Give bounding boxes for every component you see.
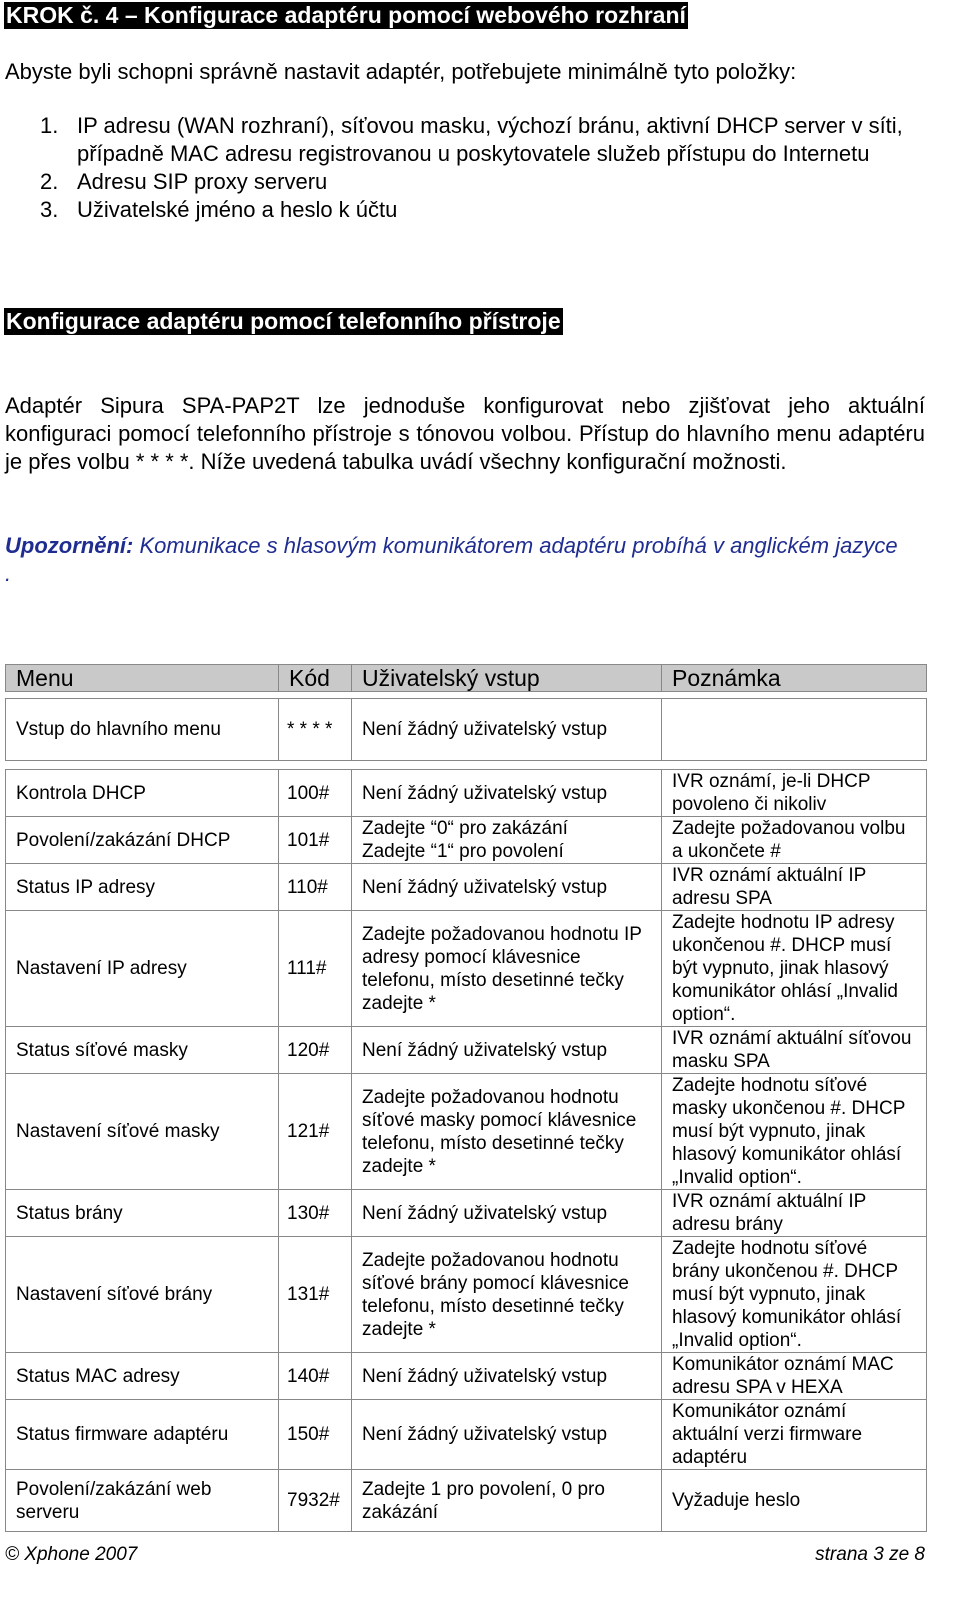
table-row [6,1190,927,1237]
menu-cell: Kontrola DHCP [6,770,279,817]
list-number: 1. [40,113,59,138]
menu-cell: Status síťové masky [6,1027,279,1074]
table-spacer [6,761,927,770]
note-cell: Zadejte hodnotu IP adresy ukončenou #. DHCP musí být vypnuto, jinak hlasový komunikátor ohlásí „Invalid option“. [662,911,927,1027]
note-cell: Komunikátor oznámí MAC adresu SPA v HEXA [662,1353,927,1400]
section-paragraph: Adaptér Sipura SPA-PAP2T lze jednoduše konfigurovat nebo zjišťovat jeho aktuální konfiguraci pomocí telefonního přístroje s tónovou volbou. Přístup do hlavního menu adaptéru je přes volbu * * * *. Níže uvedená tabulka uvádí všechny konfigurační možnosti. [5,393,925,474]
note-cell: Vyžaduje heslo [662,1470,927,1532]
section-heading: Konfigurace adaptéru pomocí telefonního přístroje [6,308,561,334]
table-row [6,1353,927,1400]
code-cell: 7932# [279,1470,352,1532]
menu-cell: Nastavení síťové brány [6,1237,279,1353]
code-cell: 100# [279,770,352,817]
table-row [6,1074,927,1190]
code-cell: 120# [279,1027,352,1074]
input-cell: Zadejte požadovanou hodnotu IP adresy pomocí klávesnice telefonu, místo desetinné tečky zadejte * [352,911,662,1027]
input-cell: Není žádný uživatelský vstup [352,1353,662,1400]
code-cell: 121# [279,1074,352,1190]
warning-note [5,532,925,588]
menu-cell: Status IP adresy [6,864,279,911]
code-cell: * * * * [279,699,352,761]
note-cell: Zadejte hodnotu síťové masky ukončenou #. DHCP musí být vypnuto, jinak hlasový komunikátor ohlásí „Invalid option“. [662,1074,927,1190]
note-cell: IVR oznámí aktuální IP adresu SPA [662,864,927,911]
list-number: 2. [40,169,59,194]
menu-cell: Povolení/zakázání DHCP [6,817,279,864]
table-row [6,1027,927,1074]
note-cell: IVR oznámí aktuální IP adresu brány [662,1190,927,1237]
table-header-row [6,665,927,692]
requirements-list [5,112,905,224]
table-row [6,817,927,864]
menu-cell: Status brány [6,1190,279,1237]
warning-trailing: . [5,561,12,586]
footer-page-number: strana 3 ze 8 [815,1544,925,1565]
note-cell [662,699,927,761]
menu-cell: Povolení/zakázání web serveru [6,1470,279,1532]
table-row [6,1470,927,1532]
input-cell: Zadejte požadovanou hodnotu síťové masky pomocí klávesnice telefonu, místo desetinné tečky zadejte * [352,1074,662,1190]
intro-text: Abyste byli schopni správně nastavit adaptér, potřebujete minimálně tyto položky: [5,59,797,84]
table-body [6,692,927,1532]
list-text: Adresu SIP proxy serveru [77,169,328,194]
code-cell: 111# [279,911,352,1027]
table-row [6,911,927,1027]
warning-label: Upozornění: [5,533,134,558]
column-header-input: Uživatelský vstup [352,665,662,692]
menu-cell: Nastavení síťové masky [6,1074,279,1190]
input-cell: Není žádný uživatelský vstup [352,864,662,911]
table-row [6,864,927,911]
table-row [6,770,927,817]
table-row [6,1400,927,1470]
column-header-code: Kód [279,665,352,692]
input-cell: Zadejte požadovanou hodnotu síťové brány pomocí klávesnice telefonu, místo desetinné tečky zadejte * [352,1237,662,1353]
input-cell: Není žádný uživatelský vstup [352,1400,662,1470]
note-cell: IVR oznámí aktuální síťovou masku SPA [662,1027,927,1074]
list-text: Uživatelské jméno a heslo k účtu [77,197,398,222]
input-cell: Není žádný uživatelský vstup [352,699,662,761]
input-cell: Zadejte “0“ pro zakázání Zadejte “1“ pro povolení [352,817,662,864]
menu-cell: Nastavení IP adresy [6,911,279,1027]
column-header-note: Poznámka [662,665,927,692]
table-row [6,699,927,761]
list-item [5,112,905,168]
note-cell: Zadejte hodnotu síťové brány ukončenou #. DHCP musí být vypnuto, jinak hlasový komunikátor ohlásí „Invalid option“. [662,1237,927,1353]
note-cell: Zadejte požadovanou volbu a ukončete # [662,817,927,864]
table-spacer [6,692,927,699]
note-cell: IVR oznámí, je-li DHCP povoleno či nikoliv [662,770,927,817]
code-cell: 130# [279,1190,352,1237]
code-cell: 140# [279,1353,352,1400]
input-cell: Není žádný uživatelský vstup [352,1027,662,1074]
input-cell: Není žádný uživatelský vstup [352,770,662,817]
step-heading: KROK č. 4 – Konfigurace adaptéru pomocí webového rozhraní [6,2,686,28]
list-item [5,196,905,224]
config-table [5,664,927,1532]
list-item [5,168,905,196]
list-number: 3. [40,197,59,222]
input-cell: Není žádný uživatelský vstup [352,1190,662,1237]
footer-copyright: © Xphone 2007 [5,1544,138,1565]
list-text: IP adresu (WAN rozhraní), síťovou masku, výchozí bránu, aktivní DHCP server v síti, případně MAC adresu registrovanou u poskytovatele služeb přístupu do Internetu [77,113,903,166]
code-cell: 101# [279,817,352,864]
menu-cell: Status MAC adresy [6,1353,279,1400]
code-cell: 150# [279,1400,352,1470]
menu-cell: Vstup do hlavního menu [6,699,279,761]
table-row [6,1237,927,1353]
column-header-menu: Menu [6,665,279,692]
code-cell: 110# [279,864,352,911]
note-cell: Komunikátor oznámí aktuální verzi firmware adaptéru [662,1400,927,1470]
input-cell: Zadejte 1 pro povolení, 0 pro zakázání [352,1470,662,1532]
code-cell: 131# [279,1237,352,1353]
warning-text: Komunikace s hlasovým komunikátorem adaptéru probíhá v anglickém jazyce [133,533,898,558]
menu-cell: Status firmware adaptéru [6,1400,279,1470]
